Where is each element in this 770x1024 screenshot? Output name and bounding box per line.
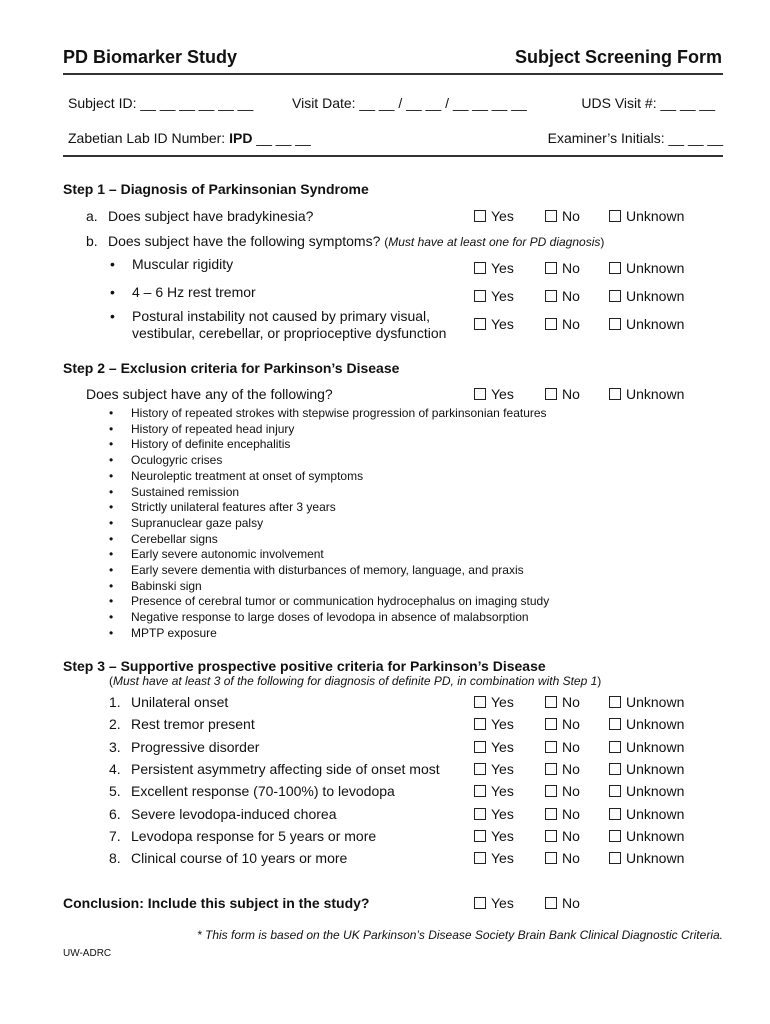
supportive-criterion: Severe levodopa-induced chorea	[131, 805, 337, 822]
checkbox-label: No	[562, 850, 580, 867]
checkbox-label: Yes	[491, 716, 514, 733]
checkbox-square-icon	[609, 852, 621, 864]
header-bottom-divider	[63, 155, 723, 157]
checkbox-square-icon	[474, 696, 486, 708]
checkbox-label: Yes	[491, 760, 514, 777]
exclusion-any-yes-checkbox[interactable]	[474, 386, 514, 402]
muscular-rigidity-no-checkbox[interactable]	[545, 260, 580, 276]
checkbox-label: No	[562, 716, 580, 733]
checkbox-label: No	[562, 288, 580, 304]
criterion-8-no-checkbox[interactable]	[545, 850, 580, 866]
step3-note-text: Must have at least 3 of the following for diagnosis of definite PD, in combination with Step 1	[113, 674, 598, 688]
bradykinesia-yes-checkbox[interactable]	[474, 208, 514, 224]
checkbox-square-icon	[609, 696, 621, 708]
step3-heading: Step 3 – Supportive prospective positive criteria for Parkinson’s Disease	[63, 658, 546, 674]
checkbox-label: Yes	[491, 827, 514, 844]
criterion-6-unknown-checkbox[interactable]	[609, 806, 684, 822]
uds-visit-field[interactable]: UDS Visit #: __ __ __	[581, 95, 715, 111]
footnote: * This form is based on the UK Parkinson’s Disease Society Brain Bank Clinical Diagnostic Criteria.	[196, 928, 723, 942]
form-title: Subject Screening Form	[514, 47, 722, 67]
criterion-3-yes-checkbox[interactable]	[474, 739, 514, 755]
step1-qb-note-close: )	[600, 235, 605, 249]
checkbox-square-icon	[474, 741, 486, 753]
checkbox-square-icon	[474, 808, 486, 820]
step1-qb-question: Does subject have the following symptoms?	[108, 233, 385, 249]
symptom-rest-tremor: 4 – 6 Hz rest tremor	[132, 284, 256, 300]
checkbox-square-icon	[474, 852, 486, 864]
criterion-number: 6.	[109, 805, 121, 822]
exclusion-criterion: History of definite encephalitis	[131, 437, 291, 452]
criterion-8-unknown-checkbox[interactable]	[609, 850, 684, 866]
step2-question: Does subject have any of the following?	[86, 386, 333, 402]
checkbox-label: Unknown	[626, 316, 685, 332]
bradykinesia-unknown-checkbox[interactable]	[609, 208, 684, 224]
lab-id-label: Zabetian Lab ID Number:	[68, 130, 230, 146]
checkbox-square-icon	[609, 830, 621, 842]
step3-note-close: )	[597, 674, 602, 688]
checkbox-label: Yes	[491, 208, 514, 224]
bullet-icon: •	[109, 437, 114, 452]
checkbox-square-icon	[609, 210, 621, 222]
checkbox-square-icon	[609, 718, 621, 730]
checkbox-square-icon	[474, 763, 486, 775]
bullet-icon: •	[110, 284, 115, 300]
study-title: PD Biomarker Study	[63, 47, 238, 67]
checkbox-label: No	[562, 895, 580, 911]
checkbox-label: Unknown	[626, 850, 685, 867]
checkbox-label: No	[562, 208, 580, 224]
bullet-icon: •	[109, 515, 114, 530]
exclusion-any-unknown-checkbox[interactable]	[609, 386, 684, 402]
step1-qb-text	[108, 233, 604, 249]
bullet-icon: •	[109, 594, 114, 609]
checkbox-square-icon	[545, 696, 557, 708]
include-subject-no-checkbox[interactable]	[545, 895, 580, 911]
checkbox-square-icon	[545, 718, 557, 730]
checkbox-label: No	[562, 386, 580, 402]
criterion-4-no-checkbox[interactable]	[545, 761, 580, 777]
checkbox-square-icon	[609, 388, 621, 400]
exclusion-criterion: Supranuclear gaze palsy	[131, 515, 264, 530]
checkbox-label: Yes	[491, 386, 514, 402]
bullet-icon: •	[109, 468, 114, 483]
checkbox-label: Yes	[491, 895, 514, 911]
criterion-8-yes-checkbox[interactable]	[474, 850, 514, 866]
conclusion-question: Conclusion: Include this subject in the study?	[63, 895, 370, 911]
subject-id-field[interactable]: Subject ID: __ __ __ __ __ __	[68, 95, 254, 111]
checkbox-square-icon	[609, 262, 621, 274]
checkbox-square-icon	[474, 718, 486, 730]
step1-qb-note: Must have at least one for PD diagnosis	[388, 235, 601, 249]
checkbox-label: No	[562, 738, 580, 755]
exclusion-criterion: Oculogyric crises	[131, 453, 223, 468]
exclusion-criterion: Cerebellar signs	[131, 531, 218, 546]
bullet-icon: •	[109, 453, 114, 468]
checkbox-square-icon	[545, 830, 557, 842]
header-divider	[63, 73, 723, 75]
checkbox-label: Yes	[491, 850, 514, 867]
checkbox-square-icon	[545, 388, 557, 400]
bullet-icon: •	[109, 531, 114, 546]
exclusion-criterion: Negative response to large doses of levodopa in absence of malabsorption	[131, 610, 529, 625]
exclusion-criterion: History of repeated strokes with stepwise progression of parkinsonian features	[131, 406, 547, 420]
step2-heading: Step 2 – Exclusion criteria for Parkinson’s Disease	[63, 360, 400, 376]
footer-label: UW-ADRC	[63, 948, 112, 959]
checkbox-label: Unknown	[626, 783, 685, 800]
checkbox-square-icon	[609, 318, 621, 330]
criterion-1-no-checkbox[interactable]	[545, 694, 580, 710]
step3-note	[109, 674, 601, 688]
checkbox-label: No	[562, 805, 580, 822]
step1-qb-label: b.	[86, 233, 98, 249]
criterion-2-no-checkbox[interactable]	[545, 716, 580, 732]
bullet-icon: •	[109, 421, 114, 436]
checkbox-label: Yes	[491, 694, 514, 710]
bullet-icon: •	[109, 563, 114, 577]
checkbox-label: Unknown	[626, 738, 685, 755]
checkbox-square-icon	[609, 808, 621, 820]
supportive-criterion: Persistent asymmetry affecting side of onset most	[131, 760, 440, 777]
exclusion-criterion: Early severe dementia with disturbances of memory, language, and praxis	[131, 563, 524, 577]
visit-date-field[interactable]: Visit Date: __ __ / __ __ / __ __ __ __	[292, 95, 527, 111]
checkbox-label: No	[562, 827, 580, 844]
symptom-postural-instability-line2: vestibular, cerebellar, or proprioceptive dysfunction	[132, 325, 447, 341]
bullet-icon: •	[109, 610, 114, 625]
supportive-criterion: Clinical course of 10 years or more	[131, 850, 348, 867]
checkbox-label: No	[562, 316, 580, 332]
exclusion-criterion: History of repeated head injury	[131, 421, 295, 436]
checkbox-label: No	[562, 760, 580, 777]
criterion-3-unknown-checkbox[interactable]	[609, 739, 684, 755]
criterion-1-unknown-checkbox[interactable]	[609, 694, 684, 710]
checkbox-label: No	[562, 260, 580, 276]
exclusion-criterion: Sustained remission	[131, 484, 240, 499]
exclusion-criterion: Neuroleptic treatment at onset of symptoms	[131, 468, 364, 483]
checkbox-square-icon	[545, 897, 557, 909]
exclusion-criterion: Presence of cerebral tumor or communication hydrocephalus on imaging study	[131, 594, 550, 609]
criterion-number: 5.	[109, 783, 121, 800]
checkbox-square-icon	[474, 290, 486, 302]
muscular-rigidity-unknown-checkbox[interactable]	[609, 260, 684, 276]
supportive-criterion: Unilateral onset	[131, 694, 229, 710]
bullet-icon: •	[109, 625, 114, 640]
criterion-6-no-checkbox[interactable]	[545, 806, 580, 822]
exclusion-criterion: Babinski sign	[131, 578, 202, 593]
checkbox-square-icon	[545, 785, 557, 797]
bullet-icon: •	[109, 547, 114, 562]
checkbox-square-icon	[609, 763, 621, 775]
checkbox-label: Yes	[491, 783, 514, 800]
muscular-rigidity-yes-checkbox[interactable]	[474, 260, 514, 276]
criterion-7-no-checkbox[interactable]	[545, 828, 580, 844]
criterion-7-unknown-checkbox[interactable]	[609, 828, 684, 844]
criterion-5-unknown-checkbox[interactable]	[609, 783, 684, 799]
lab-id-blanks: __ __ __	[252, 130, 311, 146]
criterion-7-yes-checkbox[interactable]	[474, 828, 514, 844]
checkbox-label: Yes	[491, 738, 514, 755]
checkbox-label: Unknown	[626, 288, 685, 304]
checkbox-square-icon	[545, 741, 557, 753]
criterion-1-yes-checkbox[interactable]	[474, 694, 514, 710]
symptom-muscular-rigidity: Muscular rigidity	[132, 256, 234, 272]
examiner-initials-field[interactable]: Examiner’s Initials: __ __ __	[547, 130, 723, 146]
bullet-icon: •	[110, 256, 115, 272]
checkbox-label: Unknown	[626, 260, 685, 276]
checkbox-label: Yes	[491, 260, 514, 276]
supportive-criterion: Rest tremor present	[131, 716, 255, 733]
exclusion-criterion: MPTP exposure	[131, 625, 217, 640]
postural-instability-yes-checkbox[interactable]	[474, 316, 514, 332]
criterion-number: 2.	[109, 716, 121, 733]
bullet-icon: •	[109, 500, 114, 515]
step1-qa-label: a.	[86, 208, 98, 224]
supportive-criterion: Excellent response (70-100%) to levodopa	[131, 783, 395, 800]
bullet-icon: •	[109, 578, 114, 593]
checkbox-label: Unknown	[626, 716, 685, 733]
checkbox-label: Yes	[491, 805, 514, 822]
checkbox-label: Yes	[491, 288, 514, 304]
checkbox-square-icon	[545, 763, 557, 775]
checkbox-label: Unknown	[626, 827, 685, 844]
exclusion-criterion: Early severe autonomic involvement	[131, 547, 324, 562]
checkbox-label: Yes	[491, 316, 514, 332]
lab-id-field[interactable]	[68, 130, 311, 146]
checkbox-square-icon	[545, 210, 557, 222]
supportive-criterion: Progressive disorder	[131, 738, 260, 755]
checkbox-square-icon	[545, 318, 557, 330]
checkbox-square-icon	[474, 262, 486, 274]
bradykinesia-no-checkbox[interactable]	[545, 208, 580, 224]
criterion-number: 8.	[109, 850, 121, 867]
criterion-number: 4.	[109, 760, 121, 777]
checkbox-label: Unknown	[626, 805, 685, 822]
include-subject-yes-checkbox[interactable]	[474, 895, 514, 911]
checkbox-square-icon	[609, 290, 621, 302]
checkbox-label: Unknown	[626, 208, 685, 224]
lab-id-prefix: IPD	[229, 130, 253, 146]
bullet-icon: •	[109, 484, 114, 499]
checkbox-square-icon	[545, 808, 557, 820]
checkbox-square-icon	[474, 785, 486, 797]
exclusion-criterion: Strictly unilateral features after 3 years	[131, 500, 336, 515]
supportive-criterion: Levodopa response for 5 years or more	[131, 827, 377, 844]
criterion-3-no-checkbox[interactable]	[545, 739, 580, 755]
criterion-5-yes-checkbox[interactable]	[474, 783, 514, 799]
postural-instability-unknown-checkbox[interactable]	[609, 316, 684, 332]
criterion-4-unknown-checkbox[interactable]	[609, 761, 684, 777]
checkbox-label: Unknown	[626, 694, 685, 710]
bullet-icon: •	[110, 308, 115, 324]
criterion-2-yes-checkbox[interactable]	[474, 716, 514, 732]
checkbox-square-icon	[609, 785, 621, 797]
criterion-number: 3.	[109, 738, 121, 755]
checkbox-label: Unknown	[626, 760, 685, 777]
checkbox-square-icon	[474, 318, 486, 330]
rest-tremor-yes-checkbox[interactable]	[474, 288, 514, 304]
criterion-6-yes-checkbox[interactable]	[474, 806, 514, 822]
checkbox-square-icon	[545, 290, 557, 302]
checkbox-square-icon	[474, 897, 486, 909]
criterion-5-no-checkbox[interactable]	[545, 783, 580, 799]
checkbox-square-icon	[474, 388, 486, 400]
checkbox-square-icon	[545, 262, 557, 274]
checkbox-square-icon	[474, 830, 486, 842]
checkbox-label: Unknown	[626, 386, 685, 402]
step1-qb-note-open: (	[384, 235, 389, 249]
rest-tremor-unknown-checkbox[interactable]	[609, 288, 684, 304]
exclusion-any-no-checkbox[interactable]	[545, 386, 580, 402]
criterion-number: 7.	[109, 827, 121, 844]
criterion-2-unknown-checkbox[interactable]	[609, 716, 684, 732]
step1-qa-text: Does subject have bradykinesia?	[108, 208, 314, 224]
step3-note-open: (	[109, 674, 113, 688]
checkbox-label: No	[562, 694, 580, 710]
bullet-icon: •	[109, 406, 114, 420]
postural-instability-no-checkbox[interactable]	[545, 316, 580, 332]
step1-heading: Step 1 – Diagnosis of Parkinsonian Syndrome	[63, 181, 369, 197]
criterion-4-yes-checkbox[interactable]	[474, 761, 514, 777]
symptom-postural-instability-line1: Postural instability not caused by primary visual,	[132, 308, 431, 324]
checkbox-square-icon	[545, 852, 557, 864]
checkbox-label: No	[562, 783, 580, 800]
checkbox-square-icon	[474, 210, 486, 222]
checkbox-square-icon	[609, 741, 621, 753]
rest-tremor-no-checkbox[interactable]	[545, 288, 580, 304]
criterion-number: 1.	[109, 694, 121, 710]
